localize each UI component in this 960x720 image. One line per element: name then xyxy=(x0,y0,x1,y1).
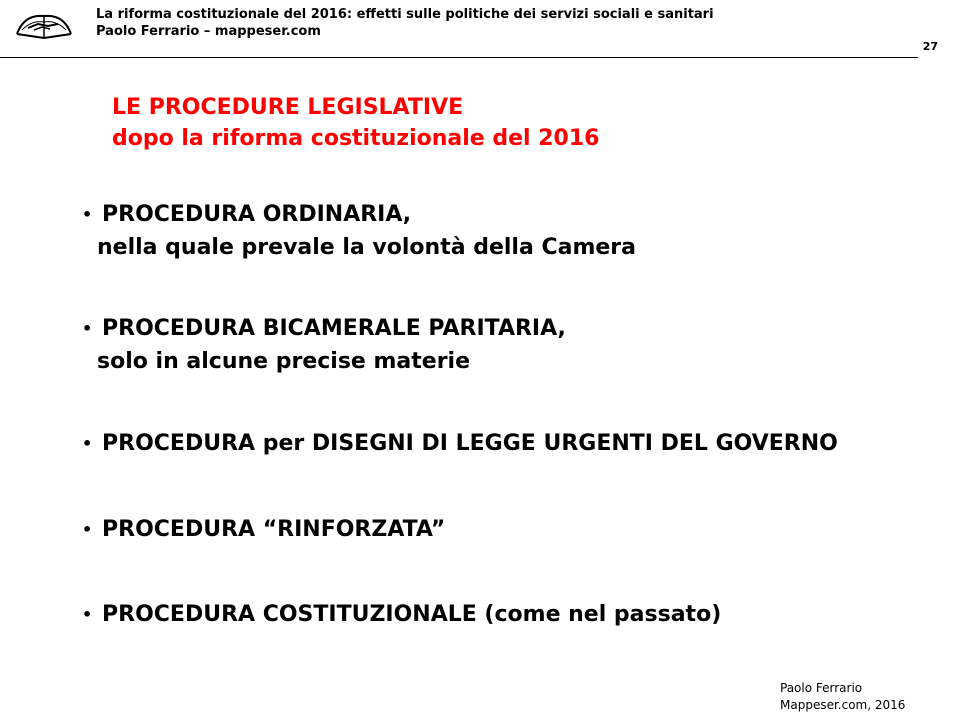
bullet-icon: • xyxy=(82,319,93,338)
list-item-title: PROCEDURA “RINFORZATA” xyxy=(102,517,446,542)
list-item xyxy=(82,598,721,631)
slide-title-line2: dopo la riforma costituzionale del 2016 xyxy=(112,126,600,151)
list-item-title: PROCEDURA BICAMERALE PARITARIA, xyxy=(102,316,566,341)
list-item xyxy=(82,312,566,378)
footer-author: Paolo Ferrario xyxy=(780,681,863,695)
list-item-title: PROCEDURA COSTITUZIONALE (come nel passato) xyxy=(102,602,722,627)
slide-title-line1: LE PROCEDURE LEGISLATIVE xyxy=(112,95,464,120)
list-item xyxy=(82,513,445,546)
slide-title xyxy=(112,92,599,154)
bullet-icon: • xyxy=(82,434,93,453)
list-item-detail: nella quale prevale la volontà della Camera xyxy=(97,235,636,260)
list-item xyxy=(82,198,636,264)
handshake-book-logo xyxy=(14,4,74,44)
footer xyxy=(780,680,905,714)
bullet-icon: • xyxy=(82,605,93,624)
bullet-icon: • xyxy=(82,520,93,539)
header-divider xyxy=(0,57,918,58)
list-item-detail: solo in alcune precise materie xyxy=(97,349,471,374)
list-item-title: PROCEDURA ORDINARIA, xyxy=(102,202,412,227)
bullet-icon: • xyxy=(82,205,93,224)
page-number: 27 xyxy=(922,40,938,53)
header-text xyxy=(96,6,714,40)
header-title: La riforma costituzionale del 2016: effetti sulle politiche dei servizi sociali e sanitari xyxy=(96,7,714,22)
list-item-title: PROCEDURA per DISEGNI DI LEGGE URGENTI DEL GOVERNO xyxy=(102,431,838,456)
header-author: Paolo Ferrario – mappeser.com xyxy=(96,24,321,39)
list-item xyxy=(82,427,838,460)
footer-site: Mappeser.com, 2016 xyxy=(780,698,906,712)
